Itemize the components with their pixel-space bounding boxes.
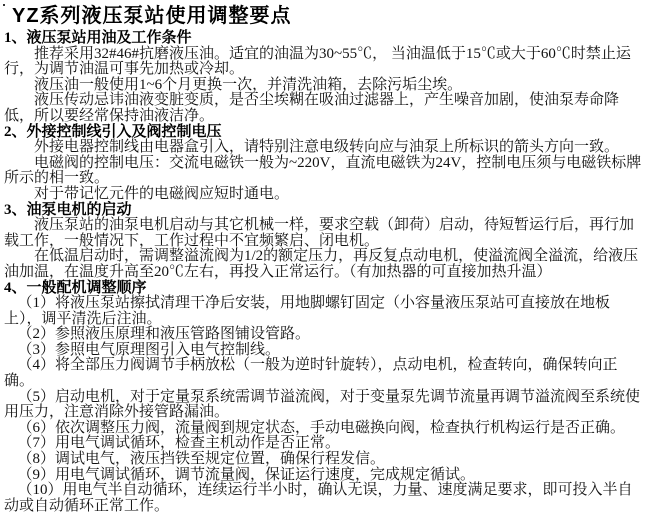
list-item-step-4: （4）将全部压力阀调节手柄放松（一般为逆时针旋转），点动电机，检查转向，确保转向正确。	[4, 357, 618, 390]
section-heading-control-lines-voltage: 2、外接控制线引入及阀控制电压	[4, 123, 222, 140]
page-title: YZ系列液压泵站使用调整要点	[12, 5, 292, 27]
paragraph-low-temp-start: 在低温启动时，需调整溢流阀为1/2的额定压力，再反复点动电机，使溢流阀全溢流，给液压油加温，在温度升高至20℃左右，再投入正常运行。（有加热器的可直接加热升温）	[4, 248, 639, 280]
list-item-step-9: （9）用电气调试循环，调节流量阀，保证运行速度，完成规定循试。	[17, 466, 476, 483]
section-heading-oil-conditions: 1、液压泵站用油及工作条件	[4, 30, 192, 46]
scan-speck	[3, 4, 5, 6]
section-heading-motor-start: 3、油泵电机的启动	[4, 201, 132, 218]
paragraph-solenoid-voltage: 电磁阀的控制电压：交流电磁铁一般为~220V，直流电磁铁为24V，控制电压须与电磁铁标牌所示的相一致。	[4, 154, 642, 187]
list-item-step-6: （6）依次调整压力阀，流量阀到规定状态，手动电磁换向阀，检查执行机构运行是否正确。	[17, 419, 626, 436]
list-item-step-7: （7）用电气调试循环，检查主机动作是否正常。	[17, 435, 341, 452]
paragraph-motor-no-load-start: 液压泵站的油泵电机启动与其它机械一样，要求空载（卸荷）启动，待短暂运行后，再行加载工作，一般情况下，工作过程中不宜频繁启、闭电机。	[4, 217, 635, 249]
paragraph-oil-recommendation: 推荐采用32#46#抗磨液压油。适宜的油温为30~55℃， 当油温低于15℃或大于60℃时禁止运行，为调节油温可事先加热或冷却。	[4, 45, 631, 78]
list-item-step-3: （3）参照电气原理图引入电气控制线。	[17, 341, 281, 358]
list-item-step-8: （8）调试电气，液压挡铁至规定位置，确保行程发信。	[17, 451, 386, 468]
section-heading-adjustment-sequence: 4、一般配机调整顺序	[4, 279, 147, 296]
list-item-step-5: （5）启动电机，对于定量泵系统需调节溢流阀，对于变量泵先调节流量再调节溢流阀至系统使用压力，注意消除外接管路漏油。	[4, 388, 641, 421]
paragraph-memory-element-valve: 对于带记忆元件的电磁阀应短时通电。	[34, 185, 290, 202]
paragraph-control-line-intro: 外接电器控制线由电器盒引入，请特别注意电级转向应与油泵上所标识的箭头方向一致。	[34, 139, 620, 156]
list-item-step-2: （2）参照液压原理和液压管路图铺设管路。	[17, 326, 311, 343]
list-item-step-1: （1）将液压泵站擦拭清理干净后安装，用地脚螺钉固定（小容量液压泵站可直接放在地板上），调平清洗后注油。	[4, 295, 611, 327]
list-item-step-10: （10）用电气半自动循环，连续运行半小时，确认无误，力量、速度满足要求，即可投入半自动或自动循环正常工作。	[4, 482, 633, 514]
paragraph-oil-cleanliness: 液压传动忌讳油液变脏变质，是否尘埃糊在吸油过滤器上，产生噪音加剧，使油泵寿命降低，所以要经常保持油液洁净。	[4, 92, 620, 124]
paragraph-oil-replacement: 液压油一般使用1~6个月更换一次，并清洗油箱，去除污垢尘埃。	[34, 76, 463, 93]
